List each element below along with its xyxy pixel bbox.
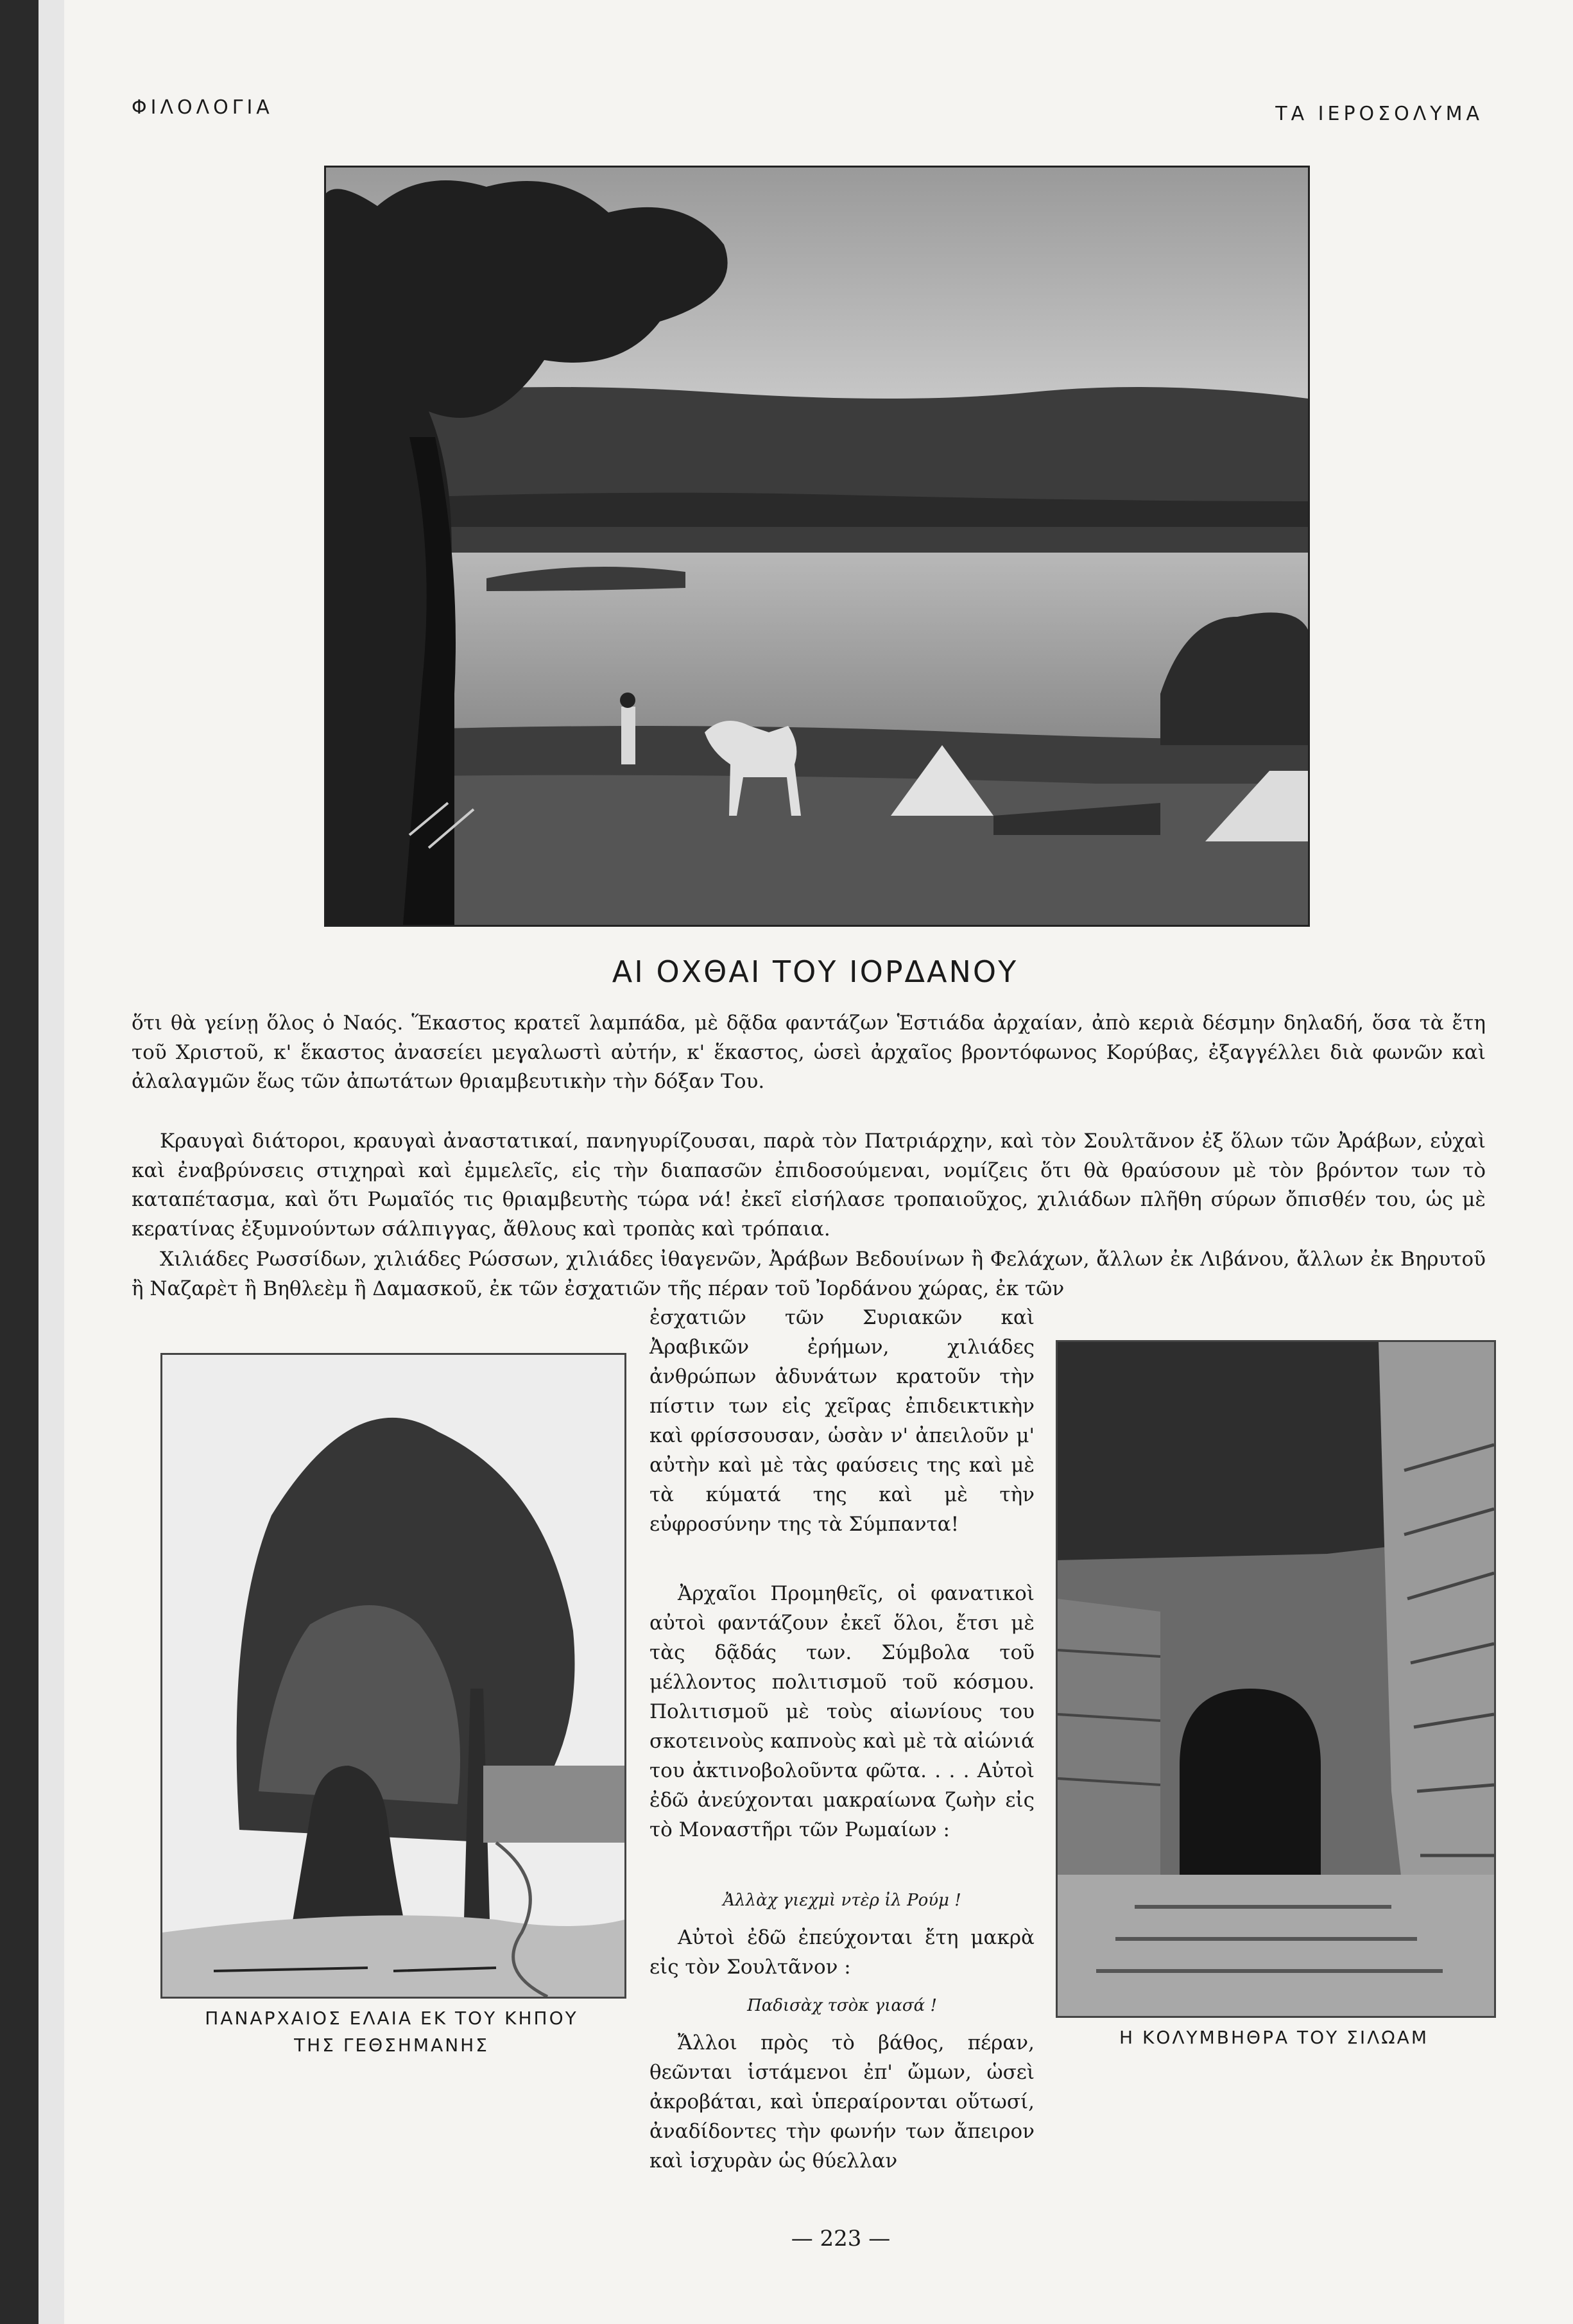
- figure-caption-olive-line2: ΤΗΣ ΓΕΘΣΗΜΑΝΗΣ: [294, 2035, 489, 2056]
- column-paragraph-2: Ἀρχαῖοι Προμηθεῖς, οἱ φανατικοὶ αὐτοὶ φαντάζουν ἐκεῖ ὅλοι, ἔτσι μὲ τὰς δᾷδάς των. Σύμβολα τοῦ μέλλοντος πολιτισμοῦ τοῦ κόσμου. Πολιτισμοῦ μὲ τοὺς αἰωνίους του σκοτεινοὺς καπνοὺς καὶ μὲ τὰ αἰώνιά του ἀκτινοβολοῦντα φῶτα. . . . Αὐτοὶ ἐδῶ ἀνεύχονται μακραίωνα ζωὴν εἰς τὸ Μοναστῆρι τῶν Ρωμαίων :: [649, 1582, 1035, 1841]
- column-paragraph-3: Αὐτοὶ ἐδῶ ἐπεύχονται ἔτη μακρὰ εἰς τὸν Σουλτᾶνον :: [649, 1926, 1035, 1979]
- figure-caption-olive-line1: ΠΑΝΑΡΧΑΙΟΣ ΕΛΑΙΑ ΕΚ ΤΟΥ ΚΗΠΟΥ: [205, 2008, 578, 2029]
- column-paragraph-4: Ἄλλοι πρὸς τὸ βάθος, πέραν, θεῶνται ἱστάμενοι ἐπ' ὤμων, ὡσεὶ ἀκροβάται, καὶ ὑπεραίρονται οὕτωσί, ἀναδίδοντες τὴν φωνήν των ἄπειρον καὶ ἰσχυρὰν ὡς θύελλαν: [649, 2031, 1035, 2173]
- figure-caption-siloam: Η ΚΟΛΥΜΒΗΘΡΑ ΤΟΥ ΣΙΛΩΑΜ: [1119, 2027, 1429, 2048]
- jordan-banks-photo: [324, 166, 1310, 927]
- paragraph-1: ὅτι θὰ γείνῃ ὅλος ὁ Ναός. Ἕκαστος κρατεῖ λαμπάδα, μὲ δᾷδα φαντάζων Ἑστιάδα ἀρχαίαν, ἀπὸ κεριὰ δέσμην δηλαδή, ὅσα τὰ ἔτη τοῦ Χριστοῦ, κ' ἕκαστος ἀνασείει μεγαλωστὶ αὐτήν, κ' ἕκαστος, ὡσεὶ ἀρχαῖος βροντόφωνος Κορύβας, ἐξαγγέλλει διὰ φωνῶν καὶ ἀλαλαγμῶν ἕως τῶν ἀπωτάτων θριαμβευτικὴν τὴν δόξαν Του.: [132, 1011, 1486, 1093]
- book-gutter: [39, 0, 64, 2324]
- quote-turkish-1: Ἀλλὰχ γιεχμὶ ντὲρ ἰλ Ρούμ !: [723, 1891, 961, 1910]
- column-paragraph-1: ἐσχατιῶν τῶν Συριακῶν καὶ Ἀραβικῶν ἐρήμων, χιλιάδες ἀνθρώπων ἀδυνάτων κρατοῦν τὴν πίστιν των εἰς χεῖρας ἐπιδεικτικὴν καὶ φρίσσουσαν, ὡσὰν ν' ἀπειλοῦν μ' αὐτὴν καὶ μὲ τὰς φαύσεις της καὶ μὲ τὰ κύματά της καὶ μὲ τὴν εὐφροσύνην της τὰ Σύμπαντα!: [649, 1306, 1035, 1536]
- olive-tree-illustration: [160, 1353, 626, 1999]
- quote-turkish-2: Παδισὰχ τσὸκ γιασά !: [747, 1996, 937, 2015]
- pool-of-siloam-illustration: [1056, 1340, 1496, 2018]
- paragraph-3: Χιλιάδες Ρωσσίδων, χιλιάδες Ρώσσων, χιλιάδες ἰθαγενῶν, Ἀράβων Βεδουίνων ἢ Φελάχων, ἄλλων ἐκ Λιβάνου, ἄλλων ἐκ Βηρυτοῦ ἢ Ναζαρὲτ ἢ Βηθλεὲμ ἢ Δαμασκοῦ, ἐκ τῶν ἐσχατιῶν τῆς πέραν τοῦ Ἰορδάνου χώρας, ἐκ τῶν: [132, 1248, 1486, 1300]
- running-header-left: ΦΙΛΟΛΟΓΙΑ: [132, 96, 273, 119]
- running-header-right: ΤΑ ΙΕΡΟΣΟΛΥΜΑ: [1275, 103, 1483, 125]
- book-binding-edge: [0, 0, 39, 2324]
- page-number: — 223 —: [791, 2226, 891, 2251]
- paragraph-2: Κραυγαὶ διάτοροι, κραυγαὶ ἀναστατικαί, πανηγυρίζουσαι, παρὰ τὸν Πατριάρχην, καὶ τὸν Σουλτᾶνον ἐξ ὅλων τῶν Ἀράβων, εὐχαὶ καὶ ἐναβρύνσεις στιχηραὶ καὶ ἐμμελεῖς, εἰς τὴν διαπασῶν ἐπιδοσούμεναι, νομίζεις ὅτι θὰ θραύσουν μὲ τὸν βρόντον των τὸ καταπέτασμα, καὶ ὅτι Ρωμαῖός τις θριαμβευτὴς τώρα νά! ἐκεῖ εἰσήλασε τροπαιοῦχος, χιλιάδων πλῆθη σύρων ὄπισθέν του, ὡς μὲ κερατίνας ἐξυμνούντων σάλπιγγας, ἄθλους καὶ τροπὰς καὶ τρόπαια.: [132, 1130, 1486, 1241]
- figure-caption-jordan: ΑΙ ΟΧΘΑΙ ΤΟΥ ΙΟΡΔΑΝΟΥ: [612, 954, 1019, 989]
